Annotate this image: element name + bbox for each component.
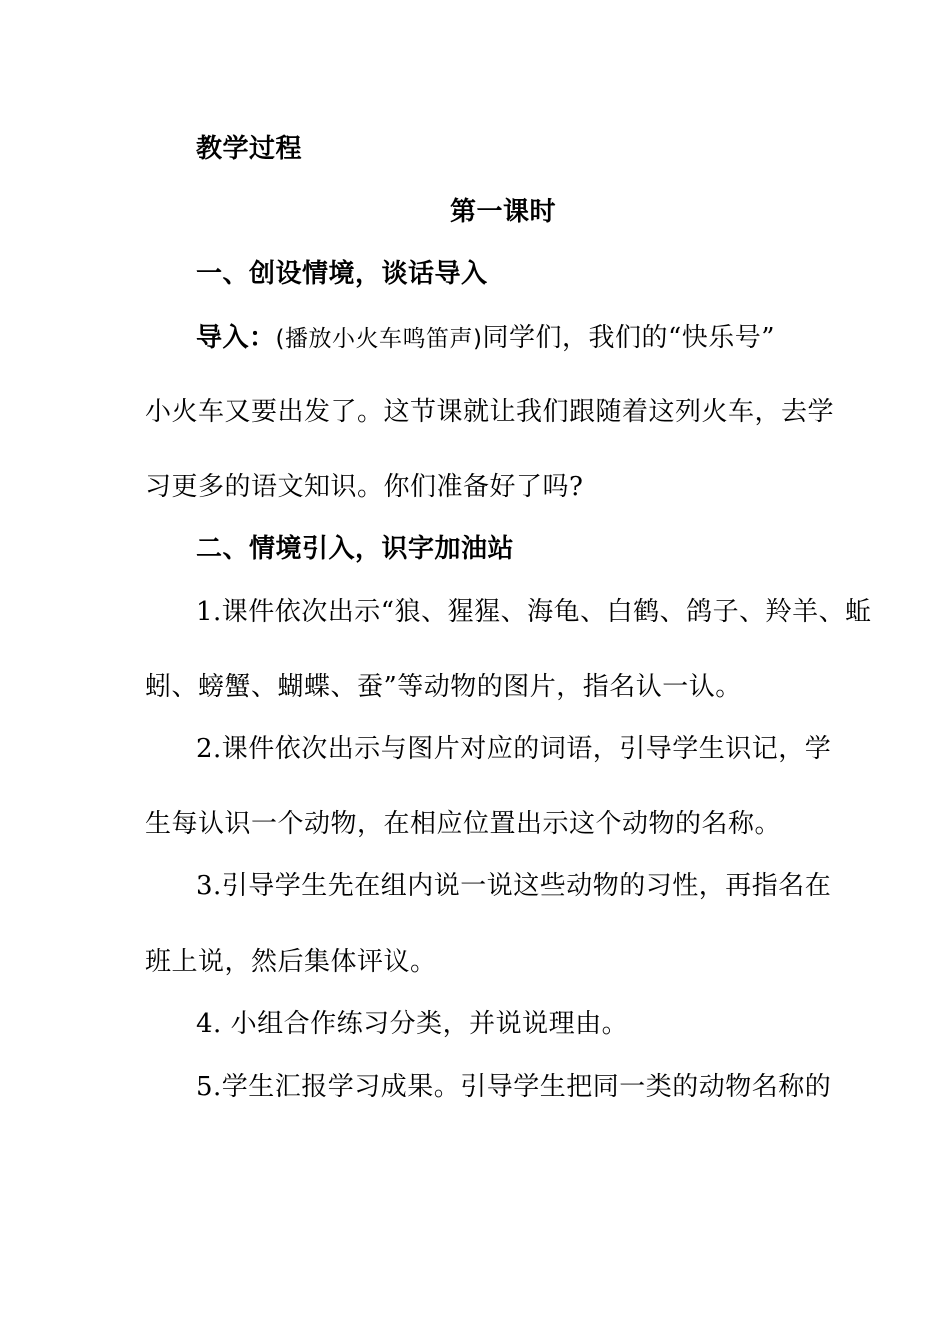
item3-line2: 班上说，然后集体评议。	[145, 947, 437, 977]
intro-paragraph-line1	[196, 322, 775, 355]
intro-paren: (播放小火车鸣笛声)	[275, 326, 483, 352]
item2-line1: 2.课件依次出示与图片对应的词语，引导学生识记，学	[196, 734, 832, 764]
intro-paragraph-line3: 习更多的语文知识。你们准备好了吗?	[145, 472, 584, 502]
item5-line1: 5.学生汇报学习成果。引导学生把同一类的动物名称的	[196, 1072, 832, 1102]
item1-line1: 1.课件依次出示“狼、猩猩、海龟、白鹤、鸽子、羚羊、蚯	[196, 597, 872, 627]
item1-line2: 蚓、螃蟹、蝴蝶、蚕”等动物的图片，指名认一认。	[145, 672, 742, 702]
intro-paragraph-line2: 小火车又要出发了。这节课就让我们跟随着这列火车，去学	[145, 397, 835, 427]
lesson-title: 第一课时	[450, 197, 557, 227]
section-heading: 教学过程	[196, 134, 303, 164]
section2-title: 二、情境引入，识字加油站	[196, 534, 515, 564]
item2-line2: 生每认识一个动物，在相应位置出示这个动物的名称。	[145, 809, 782, 839]
section1-title: 一、创设情境，谈话导入	[196, 259, 488, 289]
item4-line: 4. 小组合作练习分类，并说说理由。	[196, 1009, 629, 1039]
item3-line1: 3.引导学生先在组内说一说这些动物的习性，再指名在	[196, 871, 832, 901]
intro-line1-rest: 同学们，我们的“快乐号”	[482, 323, 776, 353]
intro-label: 导入：	[196, 323, 276, 353]
